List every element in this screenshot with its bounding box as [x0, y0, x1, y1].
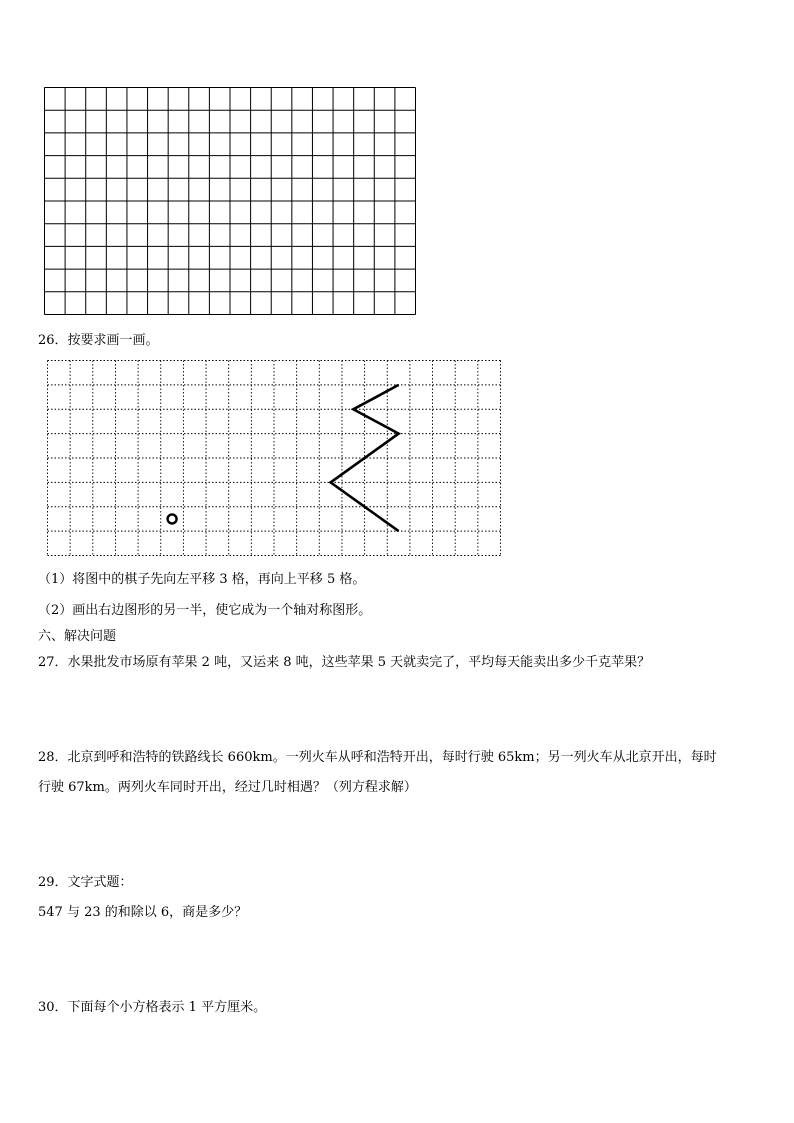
section-6-heading: 六、解决问题: [38, 629, 117, 644]
question-29-heading: 29．文字式题：: [38, 875, 133, 890]
top-grid-drawing: [44, 87, 416, 315]
question-29-text: 547 与 23 的和除以 6，商是多少？: [38, 905, 248, 920]
question-26-prompt: 按要求画一画。: [67, 333, 159, 348]
question-26-subquestion-2: （2）画出右边图形的另一半，使它成为一个轴对称图形。: [38, 603, 372, 618]
top-square-grid: [44, 87, 416, 315]
question-30: 30．下面每个小方格表示 1 平方厘米。: [38, 1000, 267, 1015]
question-28-line-1: 28．北京到呼和浩特的铁路线长 660km。一列火车从呼和浩特开出，每时行驶 65km；另一列火车从北京开出，每时: [38, 750, 717, 765]
question-26-subquestion-1: （1）将图中的棋子先向左平移 3 格，再向上平移 5 格。: [38, 572, 366, 587]
question-26-number: 26．: [38, 333, 68, 348]
question-28-line-2: 行驶 67km。两列火车同时开出，经过几时相遇？（列方程求解）: [38, 780, 417, 795]
dotted-grid-drawing: [47, 360, 501, 556]
question-27: 27．水果批发市场原有苹果 2 吨，又运来 8 吨，这些苹果 5 天就卖完了，平均每天能卖出多少千克苹果？: [38, 655, 651, 670]
question-26-dotted-grid: [47, 360, 501, 556]
question-26-heading: [38, 332, 159, 350]
chess-piece-icon: [168, 514, 177, 523]
